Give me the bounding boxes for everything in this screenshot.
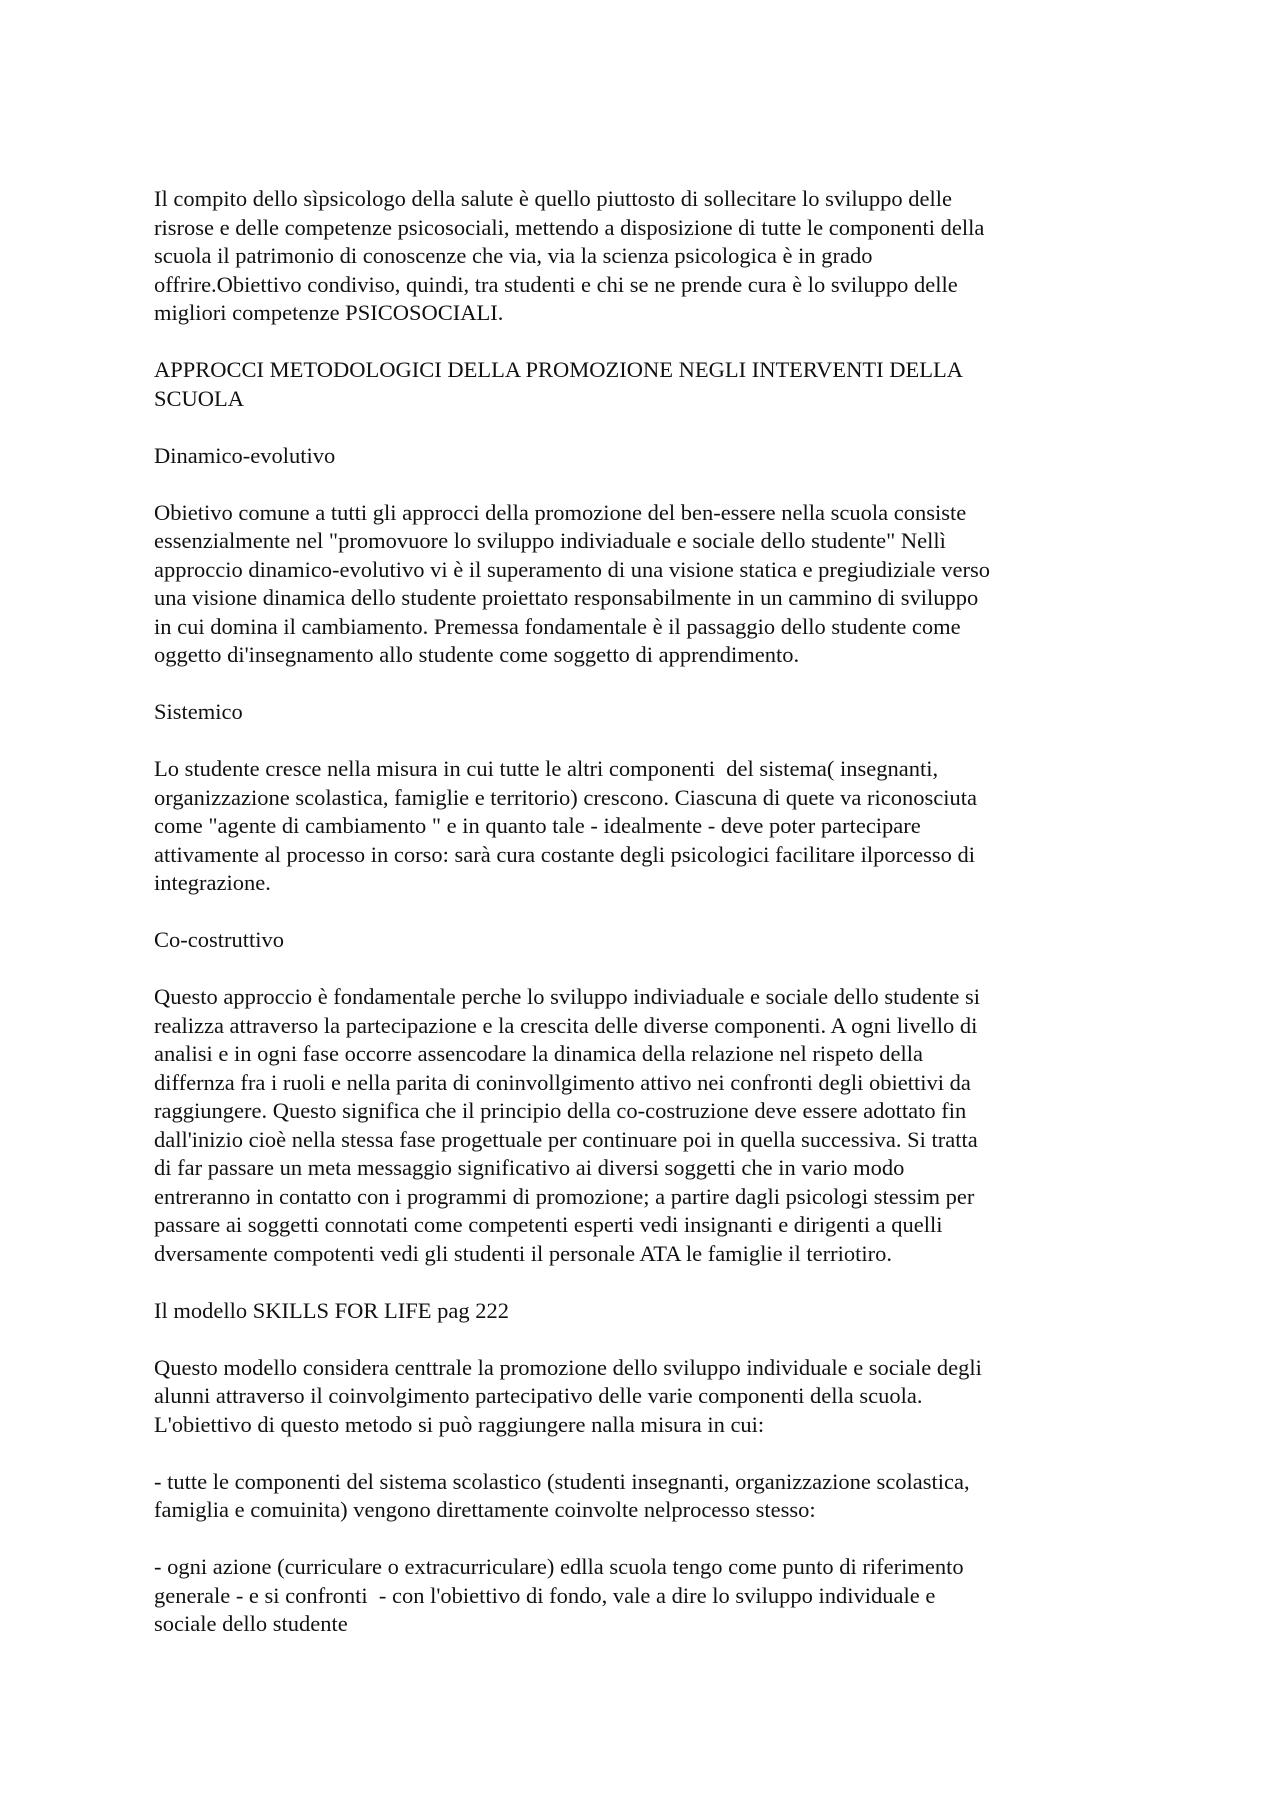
bullet-item <box>154 1553 1134 1639</box>
intro-paragraph <box>154 185 1134 328</box>
text-line: essenzialmente nel "promovuore lo sviluppo indiviaduale e sociale dello studente" Nellì <box>154 528 946 553</box>
text-line: alunni attraverso il coinvolgimento partecipativo delle varie componenti della scuola. <box>154 1383 923 1408</box>
section-title: Dinamico-evolutivo <box>154 442 336 468</box>
text-line: dall'inizio cioè nella stessa fase progettuale per continuare poi in quella successiva. Si tratta <box>154 1126 978 1152</box>
bullet-item <box>154 1468 1134 1525</box>
text-line: dversamente compotenti vedi gli studenti il personale ATA le famiglie il terriotiro. <box>154 1240 893 1266</box>
text-line: realizza attraverso la partecipazione e la crescita delle diverse componenti. A ogni livello di <box>154 1012 978 1038</box>
text-line: analisi e in ogni fase occorre assencodare la dinamica della relazione nel rispeto della <box>154 1041 924 1066</box>
text-line: risrose e delle competenze psicosociali, mettendo a disposizione di tutte le componenti della <box>154 214 985 240</box>
text-line: famiglia e comuinita) vengono direttamente coinvolte nelprocesso stesso: <box>154 1497 816 1522</box>
text-line: sociale dello studente <box>154 1611 348 1636</box>
text-line: - ogni azione (curriculare o extracurriculare) edlla scuola tengo come punto di riferimento <box>154 1554 964 1579</box>
document-page <box>154 185 1134 1667</box>
sistemico-paragraph <box>154 755 1134 898</box>
section-title-cocostruttivo <box>154 926 1134 955</box>
text-line: Lo studente cresce nella misura in cui tutte le altri componenti del sistema( insegnanti, <box>154 756 939 781</box>
cocostruttivo-paragraph <box>154 983 1134 1268</box>
text-line: generale - e si confronti - con l'obiettivo di fondo, vale a dire lo sviluppo individuale e <box>154 1582 936 1608</box>
section-title: Co-costruttivo <box>154 927 284 952</box>
section-title-sistemico <box>154 698 1134 727</box>
section-title: Sistemico <box>154 699 243 724</box>
text-line: offrire.Obiettivo condiviso, quindi, tra studenti e chi se ne prende cura è lo sviluppo delle <box>154 271 958 297</box>
text-line: L'obiettivo di questo metodo si può raggiungere nalla misura in cui: <box>154 1411 765 1437</box>
text-line: Il compito dello sìpsicologo della salute è quello piuttosto di sollecitare lo sviluppo delle <box>154 186 952 211</box>
heading-line: APPROCCI METODOLOGICI DELLA PROMOZIONE NEGLI INTERVENTI DELLA <box>154 357 963 382</box>
text-line: Questo approccio è fondamentale perche lo sviluppo indiviaduale e sociale dello studente si <box>154 984 980 1009</box>
skills-paragraph <box>154 1354 1134 1440</box>
text-line: in cui domina il cambiamento. Premessa fondamentale è il passaggio dello studente come <box>154 613 961 639</box>
text-line: organizzazione scolastica, famiglie e territorio) crescono. Ciascuna di quete va riconosciuta <box>154 784 977 810</box>
main-heading <box>154 356 1134 413</box>
text-line: integrazione. <box>154 870 271 895</box>
text-line: una visione dinamica dello studente proiettato responsabilmente in un cammino di sviluppo <box>154 585 979 610</box>
section-title-dinamico <box>154 442 1134 471</box>
text-line: Questo modello considera centtrale la promozione dello sviluppo individuale e sociale degli <box>154 1354 982 1380</box>
dinamico-paragraph <box>154 499 1134 670</box>
text-line: Obietivo comune a tutti gli approcci della promozione del ben-essere nella scuola consiste <box>154 499 967 525</box>
text-line: come "agente di cambiamento " e in quanto tale - idealmente - deve poter partecipare <box>154 813 921 838</box>
text-line: - tutte le componenti del sistema scolastico (studenti insegnanti, organizzazione scolastica, <box>154 1468 970 1494</box>
section-title: Il modello SKILLS FOR LIFE pag 222 <box>154 1297 509 1323</box>
text-line: raggiungere. Questo significa che il principio della co-costruzione deve essere adottato fin <box>154 1098 967 1123</box>
text-line: passare ai soggetti connotati come competenti esperti vedi insignanti e dirigenti a quelli <box>154 1212 943 1237</box>
heading-line: SCUOLA <box>154 385 245 411</box>
text-line: entreranno in contatto con i programmi di promozione; a partire dagli psicologi stessim per <box>154 1183 975 1209</box>
text-line: approccio dinamico-evolutivo vi è il superamento di una visione statica e pregiudiziale verso <box>154 556 990 582</box>
text-line: differnza fra i ruoli e nella parita di coninvollgimento attivo nei confronti degli obiettivi da <box>154 1069 971 1095</box>
text-line: di far passare un meta messaggio significativo ai diversi soggetti che in vario modo <box>154 1155 905 1180</box>
text-line: attivamente al processo in corso: sarà cura costante degli psicologici facilitare ilporcesso di <box>154 841 975 867</box>
text-line: migliori competenze PSICOSOCIALI. <box>154 300 504 325</box>
text-line: scuola il patrimonio di conoscenze che via, via la scienza psicologica è in grado <box>154 243 873 268</box>
section-title-skills <box>154 1297 1134 1326</box>
text-line: oggetto di'insegnamento allo studente come soggetto di apprendimento. <box>154 642 800 667</box>
